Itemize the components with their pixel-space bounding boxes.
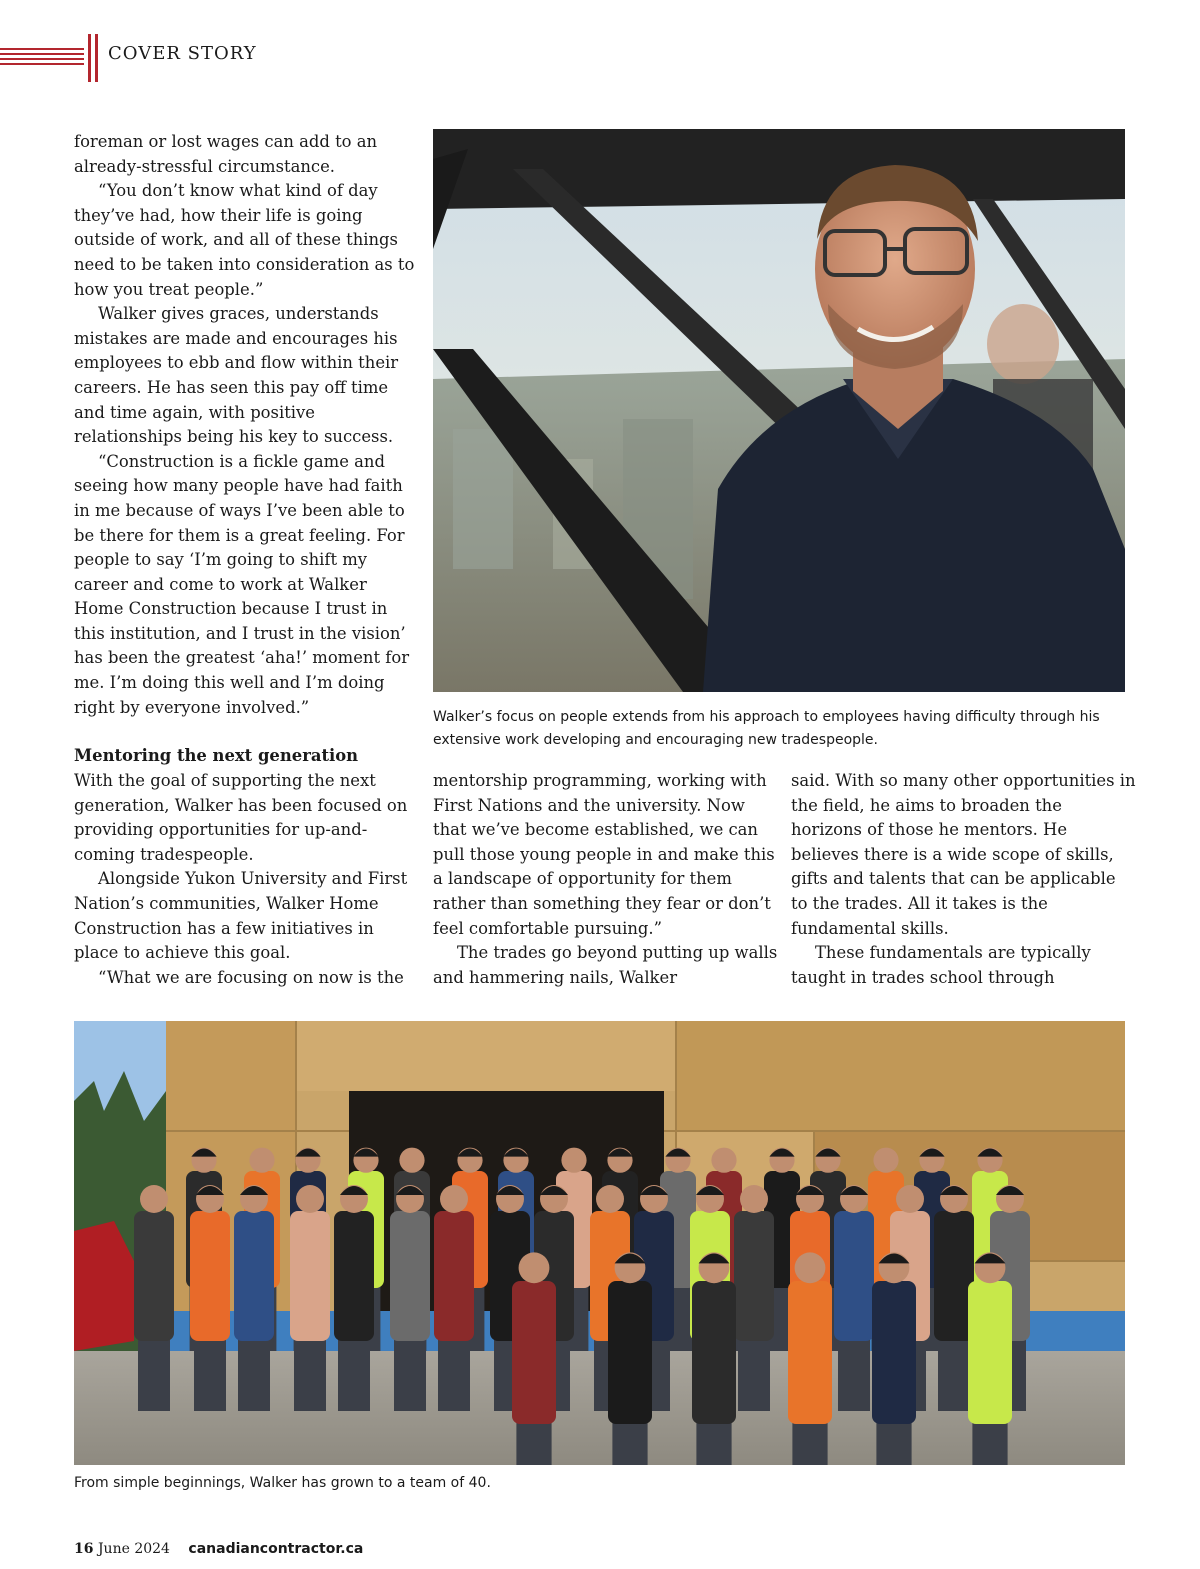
paragraph: The trades go beyond putting up walls and hammering nails, Walker: [433, 943, 778, 987]
article-column-2: [74, 769, 419, 990]
paragraph: With the goal of supporting the next generation, Walker has been focused on providing opportunities for up-and-coming tradespeople.: [74, 771, 408, 864]
team-photo: [74, 1021, 1125, 1465]
header-bar-right: [95, 34, 98, 82]
article-column-3: [433, 769, 778, 990]
subheading: Mentoring the next generation: [74, 746, 359, 766]
portrait-photo: [433, 129, 1125, 692]
paragraph: “Construction is a fickle game and seeing how many people have had faith in me because of ways I’ve been able to be there for them is a great feeling. For people to say ‘I’m going to shift my career and come to work at Walker Home Construction because I trust in this institution, and I trust in the vision’ has been the greatest ‘aha!’ moment for me. I’m doing this well and I’m doing right by everyone involved.”: [74, 451, 410, 717]
paragraph: “What we are focusing on now is the: [98, 967, 404, 987]
header-rule-lines: [0, 48, 84, 66]
portrait-caption: Walker’s focus on people extends from his approach to employees having difficulty through his extensive work developing and encouraging new tradespeople.: [433, 709, 1100, 748]
article-column-1: [74, 130, 419, 769]
paragraph: mentorship programming, working with First Nations and the university. Now that we’ve become established, we can pull those young people in and make this a landscape of opportunity for them rather than something they fear or don’t feel comfortable pursuing.”: [433, 771, 775, 938]
paragraph: Walker gives graces, understands mistakes are made and encourages his employees to ebb and flow within their careers. He has seen this pay off time and time again, with positive relationships being his key to success.: [74, 304, 399, 447]
paragraph: foreman or lost wages can add to an already-stressful circumstance.: [74, 132, 378, 176]
paragraph: Alongside Yukon University and First Nation’s communities, Walker Home Construction has a few initiatives in place to achieve this goal.: [74, 869, 408, 963]
page-number: 16: [74, 1541, 94, 1557]
section-header: [0, 34, 300, 82]
section-label: COVER STORY: [108, 43, 257, 64]
page-footer: [74, 1541, 363, 1557]
paragraph: said. With so many other opportunities in the field, he aims to broaden the horizons of those he mentors. He believes there is a wide scope of skills, gifts and talents that can be applicable to the trades. All it takes is the fundamental skills.: [791, 771, 1136, 938]
paragraph: “You don’t know what kind of day they’ve had, how their life is going outside of work, and all of these things need to be taken into consideration as to how you treat people.”: [74, 181, 415, 299]
article-column-4: [791, 769, 1136, 990]
website: canadiancontractor.ca: [188, 1541, 364, 1557]
issue-date: June 2024: [97, 1541, 170, 1557]
header-bar-left: [88, 34, 91, 82]
paragraph: These fundamentals are typically taught in trades school through: [791, 943, 1091, 987]
team-caption: From simple beginnings, Walker has grown to a team of 40.: [74, 1475, 491, 1491]
